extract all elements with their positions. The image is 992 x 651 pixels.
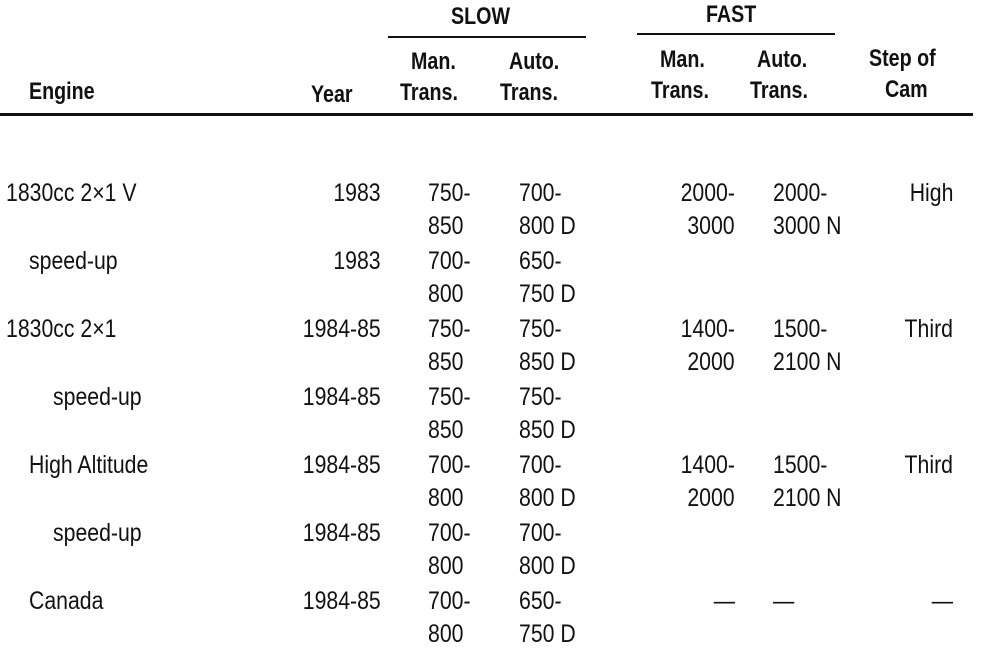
cell-slow-man-line-1: 750-: [428, 179, 471, 207]
cell-slow-auto-line-2: 750 D: [519, 280, 576, 308]
cell-cam: Third: [904, 315, 953, 343]
cell-slow-man-line-2: 800: [428, 620, 464, 648]
cell-slow-man-line-2: 800: [428, 552, 464, 580]
cell-slow-auto-line-2: 800 D: [519, 212, 576, 240]
col-header-cam-1: Step of: [869, 45, 936, 72]
cell-fast-man-line-2: 3000: [687, 212, 735, 240]
cell-fast-auto-line-1: 1500-: [773, 451, 828, 479]
cell-slow-man-line-1: 700-: [428, 451, 471, 479]
col-header-fast-auto-1: Auto.: [757, 46, 808, 73]
cell-cam: Third: [904, 451, 953, 479]
col-header-fast-man-2: Trans.: [651, 77, 709, 104]
cell-slow-auto-line-2: 800 D: [519, 484, 576, 512]
cell-engine: Canada: [29, 587, 104, 615]
cell-engine: 1830cc 2×1 V: [6, 179, 137, 207]
cell-slow-auto-line-1: 650-: [519, 247, 562, 275]
cell-engine: speed-up: [53, 519, 142, 547]
cell-fast-auto-line-2: 2100 N: [773, 484, 842, 512]
cell-cam: High: [909, 179, 953, 207]
cell-fast-auto-line-1: —: [773, 587, 795, 615]
cell-slow-man-line-1: 750-: [428, 315, 471, 343]
cell-slow-auto-line-2: 800 D: [519, 552, 576, 580]
cell-year: 1984-85: [303, 519, 381, 547]
cell-cam: —: [931, 587, 953, 615]
cell-year: 1983: [333, 247, 381, 275]
cell-year: 1984-85: [303, 315, 381, 343]
cell-fast-man-line-1: 1400-: [680, 315, 735, 343]
cell-slow-auto-line-1: 650-: [519, 587, 562, 615]
cell-fast-man-line-2: 2000: [687, 348, 735, 376]
cell-engine: speed-up: [53, 383, 142, 411]
cell-slow-auto-line-1: 700-: [519, 451, 562, 479]
cell-engine: High Altitude: [29, 451, 149, 479]
cell-slow-auto-line-1: 700-: [519, 519, 562, 547]
cell-year: 1984-85: [303, 451, 381, 479]
cell-slow-man-line-2: 800: [428, 484, 464, 512]
cell-fast-man-line-2: 2000: [687, 484, 735, 512]
group-fast: FAST: [706, 1, 757, 28]
cell-slow-man-line-2: 800: [428, 280, 464, 308]
col-header-fast-man-1: Man.: [660, 46, 705, 73]
col-header-engine: Engine: [29, 78, 95, 105]
cell-slow-man-line-2: 850: [428, 212, 464, 240]
cell-year: 1984-85: [303, 587, 381, 615]
cell-slow-auto-line-1: 750-: [519, 315, 562, 343]
cell-fast-auto-line-1: 2000-: [773, 179, 828, 207]
col-header-slow-man-1: Man.: [411, 48, 456, 75]
col-header-year: Year: [311, 81, 353, 108]
cell-slow-man-line-1: 700-: [428, 519, 471, 547]
cell-slow-auto-line-1: 700-: [519, 179, 562, 207]
col-header-slow-man-2: Trans.: [400, 79, 458, 106]
cell-slow-auto-line-2: 850 D: [519, 416, 576, 444]
cell-slow-auto-line-2: 850 D: [519, 348, 576, 376]
group-slow: SLOW: [451, 3, 511, 30]
cell-slow-man-line-1: 750-: [428, 383, 471, 411]
cell-fast-man-line-1: 2000-: [680, 179, 735, 207]
cell-fast-man-line-1: 1400-: [680, 451, 735, 479]
col-header-slow-auto-2: Trans.: [500, 79, 558, 106]
cell-slow-auto-line-1: 750-: [519, 383, 562, 411]
cell-fast-auto-line-2: 3000 N: [773, 212, 842, 240]
cell-year: 1983: [333, 179, 381, 207]
cell-slow-man-line-1: 700-: [428, 247, 471, 275]
cell-engine: 1830cc 2×1: [6, 315, 117, 343]
cell-fast-auto-line-1: 1500-: [773, 315, 828, 343]
cell-fast-man-line-1: —: [713, 587, 735, 615]
cell-slow-man-line-2: 850: [428, 416, 464, 444]
cell-fast-auto-line-2: 2100 N: [773, 348, 842, 376]
cell-engine: speed-up: [29, 247, 118, 275]
col-header-slow-auto-1: Auto.: [509, 48, 560, 75]
cell-year: 1984-85: [303, 383, 381, 411]
cell-slow-man-line-1: 700-: [428, 587, 471, 615]
col-header-cam-2: Cam: [885, 76, 928, 103]
cell-slow-auto-line-2: 750 D: [519, 620, 576, 648]
col-header-fast-auto-2: Trans.: [750, 77, 808, 104]
cell-slow-man-line-2: 850: [428, 348, 464, 376]
